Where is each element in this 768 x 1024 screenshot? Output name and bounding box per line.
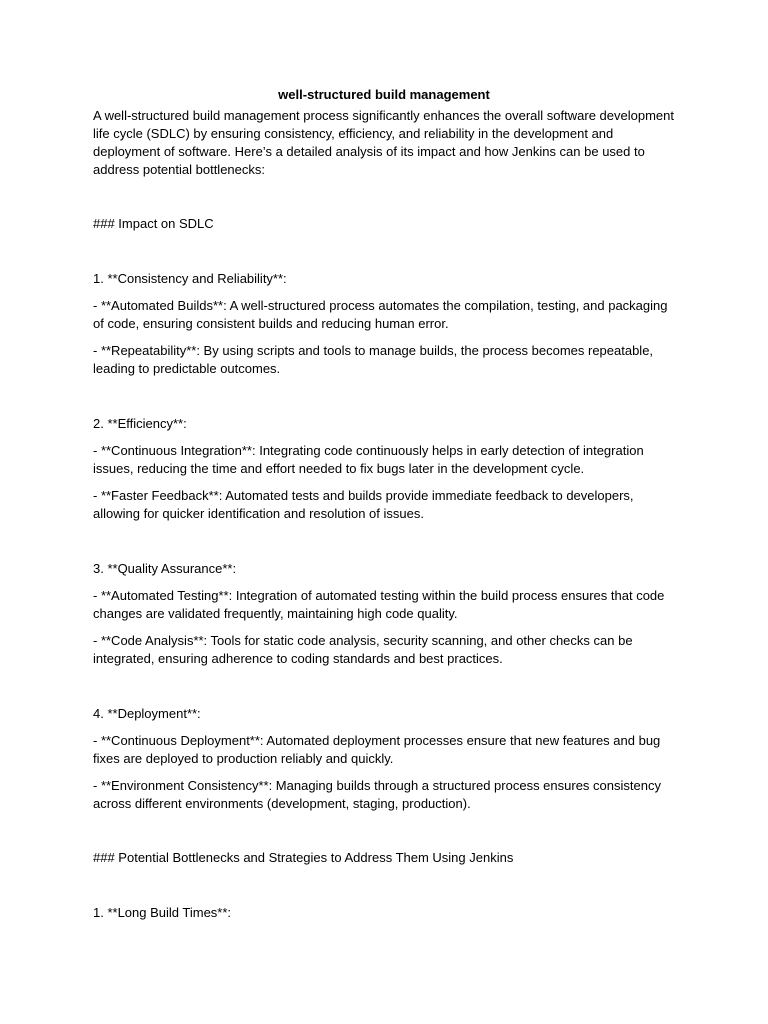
list-item-efficiency: 2. **Efficiency**: [93,416,187,431]
intro-paragraph: A well-structured build management process significantly enhances the overall software development life cycle (SDLC) by ensuring consistency, efficiency, and reliability in the development and deployment of software. Here’s a detailed analysis of its impact and how Jenkins can be used to address potential bottlenecks: [93,108,674,177]
list-item-long-build-times: 1. **Long Build Times**: [93,905,232,920]
heading-bottlenecks: ### Potential Bottlenecks and Strategies to Address Them Using Jenkins [93,850,514,865]
list-item-quality-assurance: 3. **Quality Assurance**: [93,561,237,576]
heading-impact: ### Impact on SDLC [93,216,214,231]
list-item-deployment: 4. **Deployment**: [93,706,201,721]
sub-item-repeatability: - **Repeatability**: By using scripts and tools to manage builds, the process becomes repeatable, leading to predictable outcomes. [93,343,654,376]
sub-item-automated-testing: - **Automated Testing**: Integration of automated testing within the build process ensures that code changes are validated frequently, maintaining high code quality. [93,588,665,621]
sub-item-continuous-deployment: - **Continuous Deployment**: Automated deployment processes ensure that new features and bug fixes are deployed to production reliably and quickly. [93,733,661,766]
sub-item-continuous-integration: - **Continuous Integration**: Integrating code continuously helps in early detection of integration issues, reducing the time and effort needed to fix bugs later in the development cycle. [93,443,644,476]
sub-item-faster-feedback: - **Faster Feedback**: Automated tests and builds provide immediate feedback to developers, allowing for quicker identification and resolution of issues. [93,488,634,521]
document-body [93,86,675,922]
sub-item-environment-consistency: - **Environment Consistency**: Managing builds through a structured process ensures consistency across different environments (development, staging, production). [93,778,661,811]
sub-item-code-analysis: - **Code Analysis**: Tools for static code analysis, security scanning, and other checks can be integrated, ensuring adherence to coding standards and best practices. [93,633,633,666]
document-title: well-structured build management [278,87,490,102]
sub-item-automated-builds: - **Automated Builds**: A well-structured process automates the compilation, testing, and packaging of code, ensuring consistent builds and reducing human error. [93,298,668,331]
list-item-consistency: 1. **Consistency and Reliability**: [93,271,287,286]
